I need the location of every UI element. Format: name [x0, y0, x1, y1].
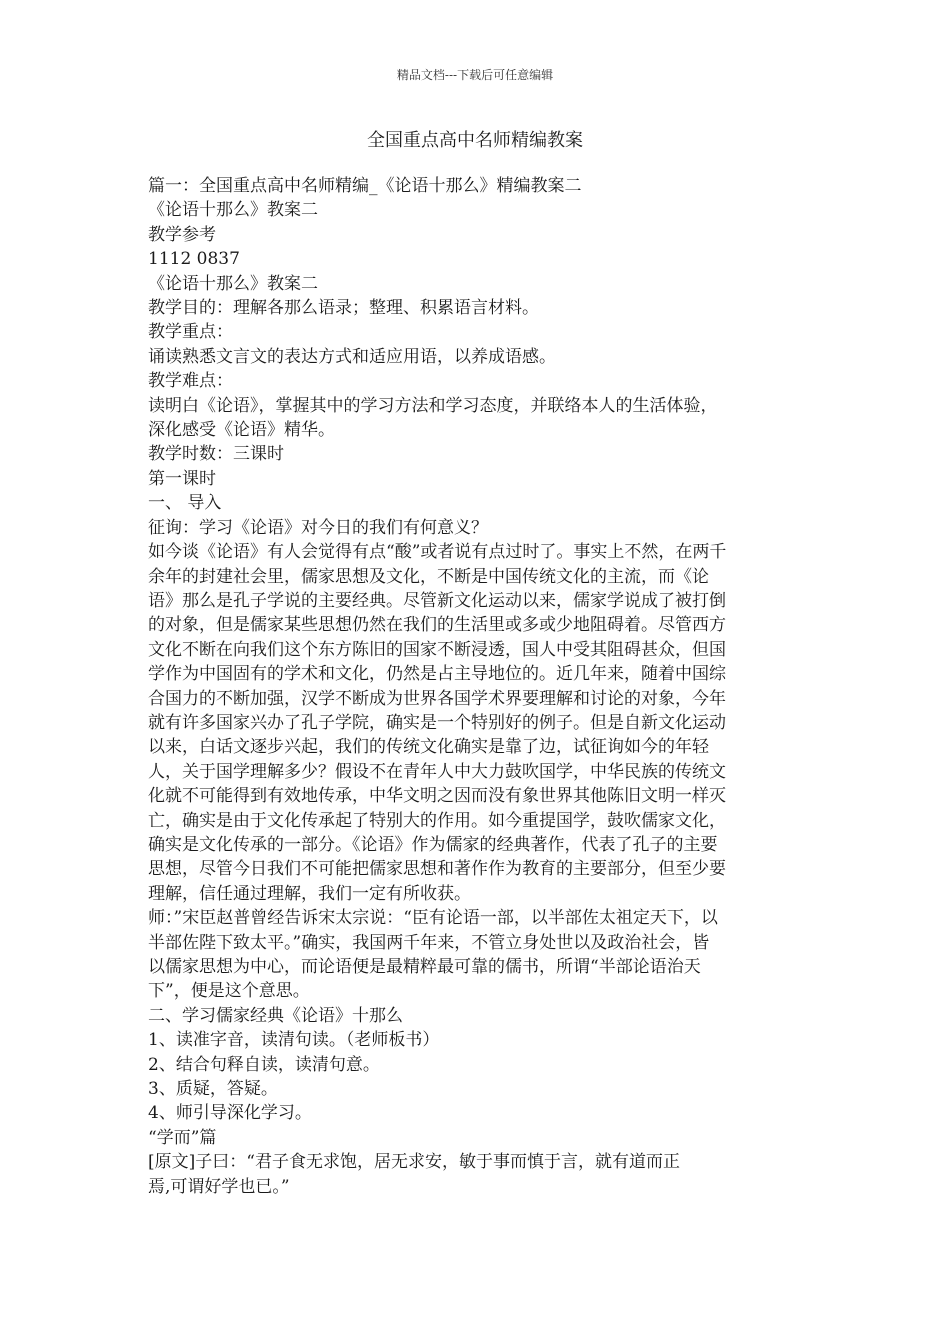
body-line: 焉,可谓好学也已。” — [148, 1176, 290, 1197]
body-line: 的对象，但是儒家某些思想仍然在我们的生活里或多或少地阻碍着。尽管西方 — [148, 615, 726, 636]
body-line: 1112 0837 — [148, 249, 240, 270]
body-line: 师：”宋臣赵普曾经告诉宋太宗说：“臣有论语一部，以半部佐太祖定天下，以 — [148, 908, 718, 929]
body-line: 4、师引导深化学习。 — [148, 1103, 312, 1124]
body-line: [原文]子曰：“君子食无求饱，居无求安，敏于事而慎于言，就有道而正 — [148, 1152, 680, 1173]
document-title: 全国重点高中名师精编教案 — [367, 130, 583, 151]
body-line: 3、质疑，答疑。 — [148, 1079, 278, 1100]
body-line: 一、 导入 — [148, 493, 222, 514]
body-line: 《论语十那么》教案二 — [148, 273, 318, 294]
body-line: 思想，尽管今日我们不可能把儒家思想和著作作为教育的主要部分，但至少要 — [148, 859, 726, 880]
body-line: 第一课时 — [148, 468, 216, 489]
body-line: 文化不断在向我们这个东方陈旧的国家不断浸透，国人中受其阻碍甚众，但国 — [148, 639, 726, 660]
body-line: 教学参考 — [148, 224, 216, 245]
body-line: 语》那么是孔子学说的主要经典。尽管新文化运动以来，儒家学说成了被打倒 — [148, 590, 726, 611]
body-line: 以儒家思想为中心，而论语便是最精粹最可靠的儒书，所谓“半部论语治天 — [148, 957, 701, 977]
body-line: 就有许多国家兴办了孔子学院，确实是一个特别好的例子。但是自新文化运动 — [148, 712, 726, 733]
body-line: 化就不可能得到有效地传承，中华文明之因而没有象世界其他陈旧文明一样灭 — [148, 786, 726, 807]
body-line: 篇一：全国重点高中名师精编_《论语十那么》精编教案二 — [148, 176, 582, 196]
body-line: 学作为中国固有的学术和文化，仍然是占主导地位的。近几年来，随着中国综 — [148, 664, 726, 685]
body-line: 二、学习儒家经典《论语》十那么 — [148, 1005, 403, 1026]
body-line: “学而”篇 — [148, 1127, 217, 1148]
body-line: 教学目的：理解各那么语录；整理、积累语言材料。 — [148, 298, 539, 319]
body-line: 如今谈《论语》有人会觉得有点“酸”或者说有点过时了。事实上不然，在两千 — [148, 542, 727, 563]
body-line: 理解，信任通过理解，我们一定有所收获。 — [148, 883, 471, 904]
document-body — [148, 174, 808, 1199]
body-line: 诵读熟悉文言文的表达方式和适应用语，以养成语感。 — [148, 346, 556, 367]
body-line: 征询：学习《论语》对今日的我们有何意义？ — [148, 517, 488, 538]
body-line: 亡，确实是由于文化传承起了特别大的作用。如今重提国学，鼓吹儒家文化， — [148, 810, 726, 831]
body-line: 教学时数：三课时 — [148, 444, 284, 465]
body-line: 下”，便是这个意思。 — [148, 981, 310, 1002]
body-line: 教学难点： — [148, 371, 233, 392]
body-line: 《论语十那么》教案二 — [148, 200, 318, 221]
body-line: 确实是文化传承的一部分。《论语》作为儒家的经典著作，代表了孔子的主要 — [148, 834, 718, 855]
page-header-note: 精品文档---下载后可任意编辑 — [396, 68, 554, 82]
body-line: 教学重点： — [148, 322, 233, 343]
body-line: 深化感受《论语》精华。 — [148, 420, 335, 441]
body-line: 1、读准字音，读清句读。（老师板书） — [148, 1030, 440, 1051]
body-line: 余年的封建社会里，儒家思想及文化，不断是中国传统文化的主流，而《论 — [148, 566, 709, 587]
body-line: 合国力的不断加强，汉学不断成为世界各国学术界要理解和讨论的对象，今年 — [148, 688, 726, 709]
body-line: 人，关于国学理解多少？假设不在青年人中大力鼓吹国学，中华民族的传统文 — [148, 761, 726, 782]
body-line: 2、结合句释自读，读清句意。 — [148, 1054, 380, 1075]
body-line: 半部佐陛下致太平。”确实，我国两千年来，不管立身处世以及政治社会，皆 — [148, 932, 710, 953]
body-line: 读明白《论语》，掌握其中的学习方法和学习态度，并联络本人的生活体验， — [148, 395, 718, 416]
body-line: 以来，白话文逐步兴起，我们的传统文化确实是靠了边，试征询如今的年轻 — [148, 737, 709, 758]
